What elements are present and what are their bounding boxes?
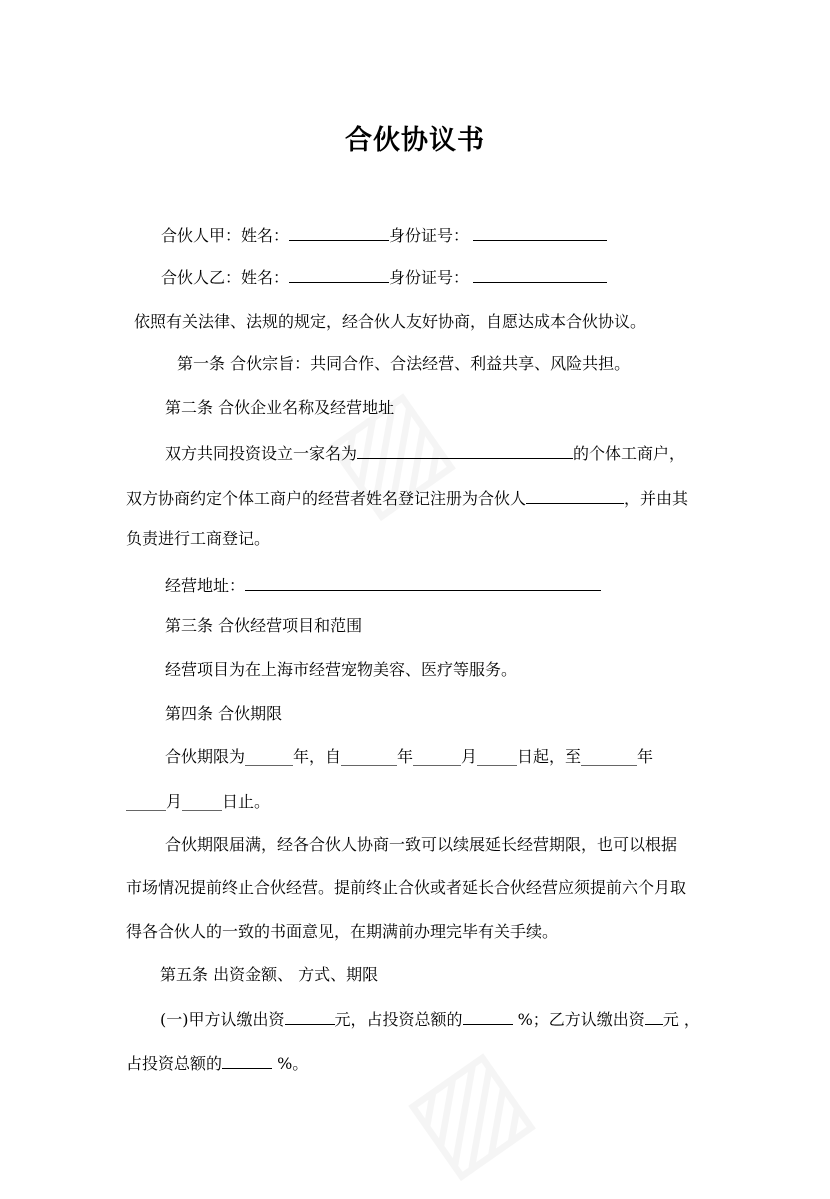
article-2-line-2-text-a: 双方协商约定个体工商户的经营者姓名登记注册为合伙人 xyxy=(126,489,527,508)
article-5-line-2-text-b: %。 xyxy=(272,1054,309,1073)
article-4-heading: 第四条 合伙期限 xyxy=(165,704,283,723)
business-address-label: 经营地址： xyxy=(165,576,246,595)
article-2-line-1 xyxy=(165,440,685,466)
article-4-term-line-2: _____月_____日止。 xyxy=(126,792,271,811)
party-a-percent-blank[interactable] xyxy=(463,1006,513,1025)
article-4-term-line-1: 合伙期限为______年，自_______年______月_____日起，至_______年 xyxy=(165,747,654,766)
article-3-heading: 第三条 合伙经营项目和范围 xyxy=(165,616,363,635)
business-address-line xyxy=(165,572,601,598)
intro-paragraph: 依照有关法律、法规的规定，经合伙人友好协商，自愿达成本合伙协议。 xyxy=(134,312,647,331)
partner-b-name-blank[interactable] xyxy=(289,264,389,283)
article-2-line-1-text-a: 双方共同投资设立一家名为 xyxy=(165,444,358,463)
article-5-heading: 第五条 出资金额、 方式、期限 xyxy=(160,965,379,984)
article-5-line-2 xyxy=(126,1050,308,1076)
partner-a-id-label: 身份证号： xyxy=(389,226,470,245)
partner-a-id-blank[interactable] xyxy=(473,222,607,241)
registered-partner-blank[interactable] xyxy=(526,485,624,504)
partner-b-line xyxy=(161,264,607,290)
partner-b-name-label: 合伙人乙：姓名： xyxy=(161,268,290,287)
party-a-contribution-blank[interactable] xyxy=(285,1006,335,1025)
article-5-line-1-text-d: 元 ， xyxy=(662,1010,700,1029)
partner-b-id-blank[interactable] xyxy=(473,264,607,283)
business-address-blank[interactable] xyxy=(245,572,601,591)
article-5-line-1 xyxy=(160,1006,700,1032)
party-b-percent-blank[interactable] xyxy=(222,1050,272,1069)
partner-a-name-label: 合伙人甲：姓名： xyxy=(161,226,290,245)
article-5-line-1-text-a: (一)甲方认缴出资 xyxy=(160,1010,285,1029)
article-5-line-2-text-a: 占投资总额的 xyxy=(126,1054,223,1073)
document-title: 合伙协议书 xyxy=(345,125,485,156)
article-5-line-1-text-b: 元，占投资总额的 xyxy=(334,1010,463,1029)
article-2-line-3: 负责进行工商登记。 xyxy=(126,529,271,548)
watermark-graphic xyxy=(380,1020,553,1199)
article-4-paragraph-line-3: 得各合伙人的一致的书面意见，在期满前办理完毕有关手续。 xyxy=(126,922,559,941)
article-2-line-2 xyxy=(126,485,688,511)
partner-b-id-label: 身份证号： xyxy=(389,268,470,287)
article-5-line-1-text-c: %；乙方认缴出资 xyxy=(512,1010,645,1029)
party-b-contribution-blank[interactable] xyxy=(645,1006,663,1025)
business-name-blank[interactable] xyxy=(357,440,573,459)
article-4-paragraph-line-1: 合伙期限届满，经各合伙人协商一致可以续展延长经营期限，也可以根据 xyxy=(165,835,678,854)
partner-a-line xyxy=(161,222,607,248)
article-1: 第一条 合伙宗旨：共同合作、合法经营、利益共享、风险共担。 xyxy=(177,354,631,373)
partner-a-name-blank[interactable] xyxy=(289,222,389,241)
article-2-line-2-text-b: ，并由其 xyxy=(624,489,689,508)
article-4-paragraph-line-2: 市场情况提前终止合伙经营。提前终止合伙或者延长合伙经营应须提前六个月取 xyxy=(126,878,687,897)
article-3-body: 经营项目为在上海市经营宠物美容、医疗等服务。 xyxy=(165,660,518,679)
article-2-line-1-text-b: 的个体工商户， xyxy=(573,444,686,463)
article-2-heading: 第二条 合伙企业名称及经营地址 xyxy=(165,398,395,417)
